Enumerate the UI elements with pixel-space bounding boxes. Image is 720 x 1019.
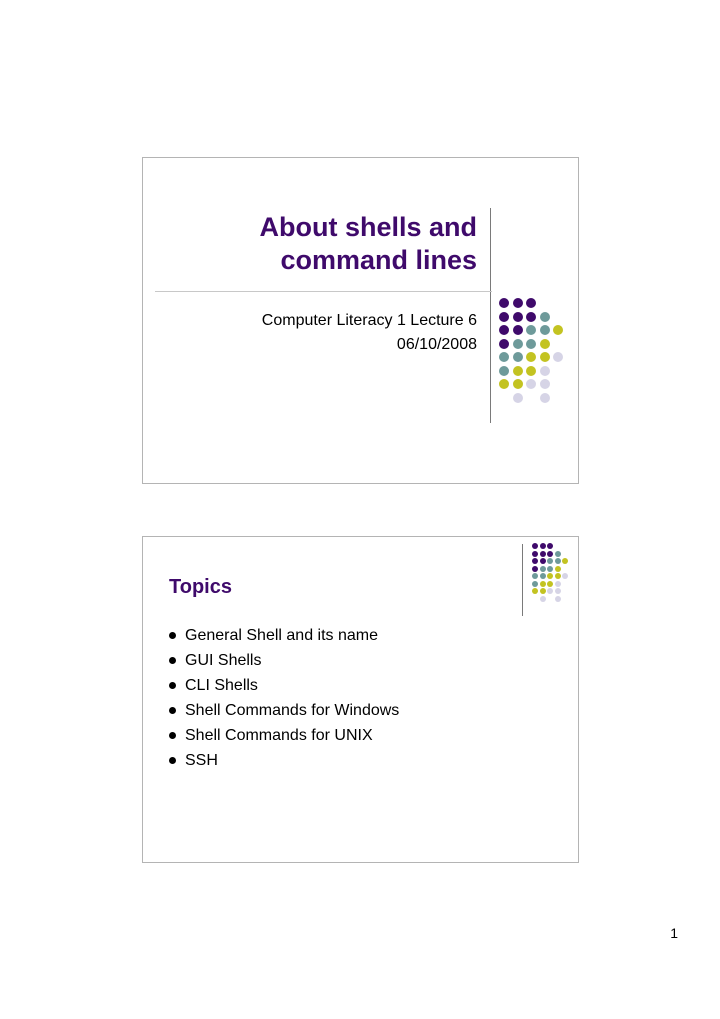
dot-lavender xyxy=(540,393,550,403)
dot-teal xyxy=(540,312,550,322)
topic-item xyxy=(167,698,399,723)
dot-lavender xyxy=(547,588,553,594)
dot-yellow xyxy=(513,366,523,376)
dot-purple xyxy=(499,298,509,308)
dot-teal xyxy=(547,566,553,572)
dot-purple xyxy=(532,558,538,564)
topic-item xyxy=(167,748,399,773)
dot-teal xyxy=(532,573,538,579)
dot-yellow xyxy=(553,325,563,335)
dot-purple xyxy=(513,312,523,322)
bullet-icon xyxy=(169,757,176,764)
dot-lavender xyxy=(540,596,546,602)
dot-yellow xyxy=(555,573,561,579)
topic-item xyxy=(167,673,399,698)
dot-yellow xyxy=(540,339,550,349)
page-number: 1 xyxy=(670,925,678,941)
bullet-icon xyxy=(169,707,176,714)
dot-yellow xyxy=(540,588,546,594)
topic-item xyxy=(167,723,399,748)
topic-item-label: GUI Shells xyxy=(185,652,262,669)
dot-purple xyxy=(532,566,538,572)
dot-purple xyxy=(547,551,553,557)
dot-lavender xyxy=(555,588,561,594)
topics-heading: Topics xyxy=(169,576,232,598)
dot-lavender xyxy=(555,581,561,587)
dot-lavender xyxy=(526,379,536,389)
dot-teal xyxy=(526,339,536,349)
dot-purple xyxy=(526,312,536,322)
dot-purple xyxy=(499,312,509,322)
dot-purple xyxy=(540,551,546,557)
dot-yellow xyxy=(526,366,536,376)
horizontal-divider xyxy=(155,291,492,292)
topic-item-label: SSH xyxy=(185,752,218,769)
vertical-divider xyxy=(490,208,491,423)
dot-teal xyxy=(513,352,523,362)
topic-item-label: General Shell and its name xyxy=(185,627,378,644)
subtitle-line-1: Computer Literacy 1 Lecture 6 xyxy=(261,312,477,329)
topic-item-label: Shell Commands for UNIX xyxy=(185,727,373,744)
dot-yellow xyxy=(513,379,523,389)
dot-teal xyxy=(540,566,546,572)
dot-teal xyxy=(532,581,538,587)
title-line-1: About shells and xyxy=(259,212,477,242)
dot-teal xyxy=(555,551,561,557)
bullet-icon xyxy=(169,732,176,739)
dot-lavender xyxy=(555,596,561,602)
dot-purple xyxy=(499,325,509,335)
vertical-divider xyxy=(522,544,523,616)
dot-teal xyxy=(499,366,509,376)
bullet-icon xyxy=(169,657,176,664)
dot-teal xyxy=(499,352,509,362)
dot-yellow xyxy=(547,581,553,587)
slide-title xyxy=(142,157,579,484)
dot-yellow xyxy=(547,573,553,579)
dot-purple xyxy=(532,551,538,557)
slide-subtitle xyxy=(147,309,477,357)
dot-lavender xyxy=(562,573,568,579)
title-line-2: command lines xyxy=(280,245,477,275)
topic-item-label: Shell Commands for Windows xyxy=(185,702,400,719)
dot-purple xyxy=(499,339,509,349)
bullet-icon xyxy=(169,632,176,639)
bullet-icon xyxy=(169,682,176,689)
dot-purple xyxy=(540,543,546,549)
dot-purple xyxy=(540,558,546,564)
dot-lavender xyxy=(553,352,563,362)
dot-purple xyxy=(513,325,523,335)
dot-teal xyxy=(547,558,553,564)
dot-yellow xyxy=(540,352,550,362)
dot-yellow xyxy=(532,588,538,594)
dot-yellow xyxy=(499,379,509,389)
dot-yellow xyxy=(540,581,546,587)
dot-teal xyxy=(555,558,561,564)
slide-topics xyxy=(142,536,579,863)
dot-teal xyxy=(540,325,550,335)
dot-teal xyxy=(513,339,523,349)
slide-title-heading xyxy=(147,211,477,277)
topics-list xyxy=(167,623,399,773)
dot-yellow xyxy=(555,566,561,572)
topic-item xyxy=(167,623,399,648)
dot-purple xyxy=(547,543,553,549)
dot-yellow xyxy=(562,558,568,564)
dot-purple xyxy=(526,298,536,308)
dot-lavender xyxy=(540,366,550,376)
dot-teal xyxy=(540,573,546,579)
dot-yellow xyxy=(526,352,536,362)
topic-item xyxy=(167,648,399,673)
dot-lavender xyxy=(513,393,523,403)
subtitle-line-2: 06/10/2008 xyxy=(396,336,477,353)
topic-item-label: CLI Shells xyxy=(185,677,258,694)
dot-lavender xyxy=(540,379,550,389)
dot-purple xyxy=(532,543,538,549)
dot-purple xyxy=(513,298,523,308)
dot-teal xyxy=(526,325,536,335)
